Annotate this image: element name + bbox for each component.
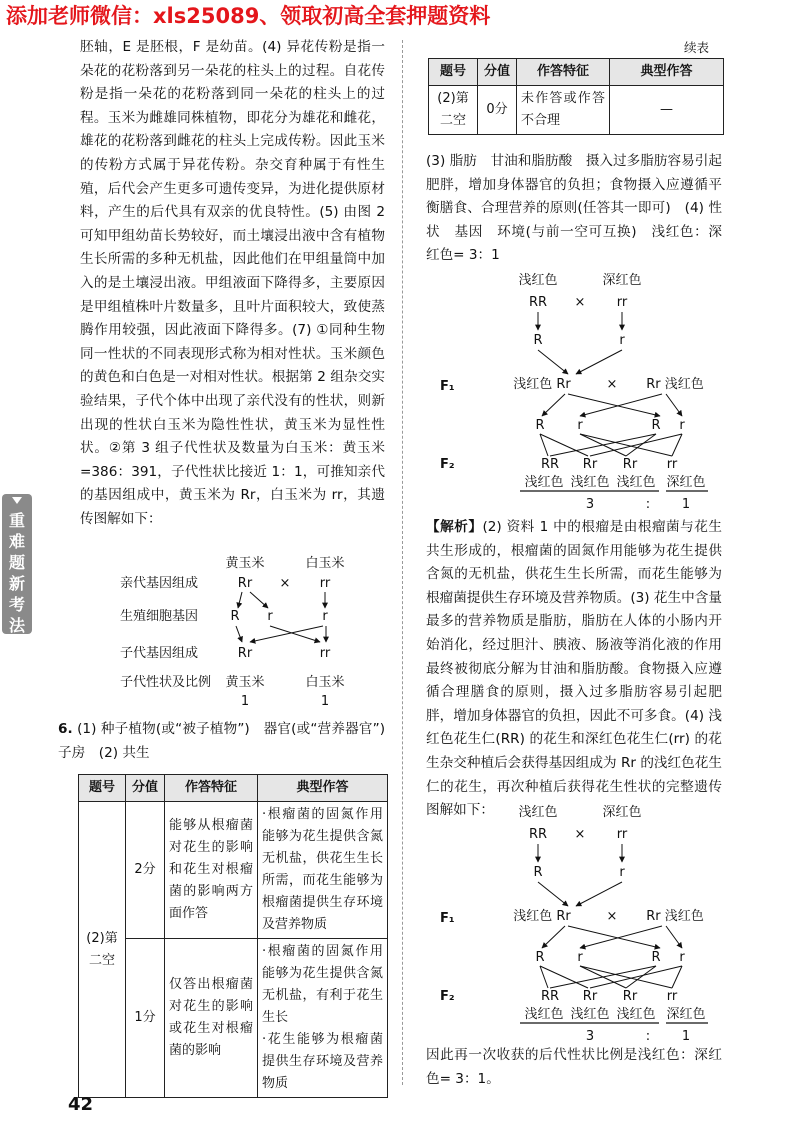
cross-symbol: × — [574, 295, 586, 310]
question-number: 6. — [58, 721, 73, 737]
f1-label: F₁ — [440, 379, 455, 394]
f1-left: 浅红色 Rr — [513, 909, 571, 924]
gamete-R: R — [533, 865, 543, 880]
table-row — [429, 86, 724, 135]
cross-symbol: × — [606, 377, 618, 392]
side-tab-label: 重难题新考法 — [9, 511, 26, 635]
table-row — [79, 802, 388, 939]
promo-banner: 添加老师微信：xls25089、领取初高全套押题资料 — [6, 4, 491, 28]
parent2-genotype: rr — [319, 576, 331, 591]
table-row — [79, 939, 388, 1098]
score-cell: 0分 — [478, 86, 517, 135]
answer-item: ·根瘤菌的固氮作用能够为花生提供含氮无机盐，有利于花生生长 — [262, 944, 383, 1025]
f2-phenotype: 浅红色 — [570, 1007, 610, 1022]
f2-phenotype: 浅红色 — [616, 475, 656, 490]
gamete-R: R — [533, 333, 543, 348]
arrow — [542, 926, 565, 948]
ratio-colon: : — [645, 497, 651, 512]
cross-symbol: × — [279, 576, 291, 591]
parent1-phenotype: 黄玉米 — [225, 556, 265, 571]
arrow — [666, 926, 682, 948]
question-6-text: (1) 种子植物(或“被子植物”) 器官(或“营养器官”) 子房 (2) 共生 — [58, 721, 399, 761]
f2-genotype: rr — [666, 989, 678, 1004]
answer-cell: ·根瘤菌的固氮作用能够为花生提供含氮无机盐，供花生生长所需，而花生能够为根瘤菌提供生存环境及营养物质 — [258, 802, 388, 939]
parent-genotype: RR — [528, 827, 548, 842]
row-label-parent-genotype: 亲代基因组成 — [120, 576, 199, 591]
column-divider — [402, 40, 403, 1085]
arrow — [538, 882, 568, 906]
analysis-text: (2) 资料 1 中的根瘤是由根瘤菌与花生共生形成的，根瘤菌的固氮作用能够为花生提供含氮的无机盐，供花生生长所需，而花生能够为根瘤菌提供生存环境及营养物质。(3) 花生中含量最多的营养物质是脂肪，脂肪在人体的小肠内开始消化，经过胆汁、胰液、肠液等消化液的作用最终被彻底分解为甘油和脂肪酸。食物摄入应遵循合理膳食的原则，摄入过多脂肪容易引起肥胖，增加身体器官的负担，因此不可多食。(4) 浅红色花生仁(RR) 的花生和深红色花生仁(rr) 的花生杂交种植后会获得基因组成为 Rr 的浅红色花生仁的花生，再次种植后获得花生性状的完整遗传图解如下： — [426, 519, 722, 819]
table-header: 典型作答 — [610, 59, 724, 86]
line — [672, 966, 682, 988]
arrow — [238, 592, 242, 608]
f2-label: F₂ — [440, 989, 455, 1004]
f2-genotype: Rr — [622, 457, 638, 472]
ratio-value: 1 — [240, 694, 250, 709]
arrow — [236, 626, 242, 642]
table-header: 分值 — [478, 59, 517, 86]
offspring-phenotype: 黄玉米 — [225, 675, 265, 690]
parent-genotype: RR — [528, 295, 548, 310]
f1-label: F₁ — [440, 911, 455, 926]
scoring-table — [78, 774, 388, 1098]
arrow — [580, 394, 662, 416]
side-tab — [2, 494, 32, 634]
question-number-cell: (2)第二空 — [79, 802, 126, 1098]
f2-label: F₂ — [440, 457, 455, 472]
line — [672, 434, 682, 456]
parent1-genotype: Rr — [237, 576, 253, 591]
line — [580, 434, 672, 456]
arrow — [538, 350, 568, 374]
gamete-r: r — [619, 865, 625, 880]
f2-phenotype: 浅红色 — [616, 1007, 656, 1022]
gamete-r: r — [322, 609, 328, 624]
peanut-genetic-diagram-1 — [440, 268, 730, 514]
f2-genotype: rr — [666, 457, 678, 472]
conclusion-paragraph: 因此再一次收获的后代性状比例是浅红色：深红色= 3：1。 — [426, 1047, 722, 1087]
gamete-R: R — [230, 609, 240, 624]
page-number: 42 — [68, 1094, 94, 1115]
arrow — [576, 882, 622, 906]
feature-cell: 未作答或作答不合理 — [517, 86, 610, 135]
arrow — [580, 926, 662, 948]
f2-phenotype: 深红色 — [666, 1007, 706, 1022]
gamete-r: r — [577, 950, 583, 965]
gamete-r: r — [619, 333, 625, 348]
answer-3-4-paragraph: (3) 脂肪 甘油和脂肪酸 摄入过多脂肪容易引起肥胖，增加身体器官的负担；食物摄入应遵循平衡膳食、合理营养的原则(任答其一即可) (4) 性状 基因 环境(与前一空可互换) 浅红色：深红色= 3：1 — [426, 153, 722, 264]
f2-genotype: Rr — [582, 989, 598, 1004]
f2-phenotype: 浅红色 — [524, 1007, 564, 1022]
answer-item: ·花生能够为根瘤菌提供生存环境及营养物质 — [262, 1032, 383, 1091]
line — [580, 966, 672, 988]
f1-left: 浅红色 Rr — [513, 377, 571, 392]
analysis-label: 【解析】 — [426, 519, 483, 535]
f1-right: Rr 浅红色 — [646, 377, 704, 392]
gamete-r: r — [577, 418, 583, 433]
f2-phenotype: 浅红色 — [524, 475, 564, 490]
table-header: 典型作答 — [258, 775, 388, 802]
parent-light-label: 浅红色 — [518, 805, 558, 820]
table-header: 题号 — [79, 775, 126, 802]
left-column-paragraph: 胚轴，E 是胚根，F 是幼苗。(4) 异花传粉是指一朵花的花粉落到另一朵花的柱头上的过程。自花传粉是指一朵花的花粉落到同一朵花的柱头上的过程。玉米为雌雄同株植物，即花分为雄花和雌花，雄花的花粉落到雌花的柱头上完成传粉。因此玉米的传粉方式属于异花传粉。杂交育种属于有性生殖，后代会产生更多可遗传变异，为进化提供原材料，产生的后代具有双亲的优良特性。(5) 由图 2 可知甲组幼苗长势较好，而土壤浸出液中含有植物生长所需的多种无机盐，因此他们在甲组量筒中加入的是土壤浸出液。甲组液面下降得多，主要原因是甲组植株叶片数量多，且叶片面积较大，致使蒸腾作用较强，因此液面下降得多。(7) ①同种生物同一性状的不同表现形式称为相对性状。玉米颜色的黄色和白色是一对相对性状。根据第 2 组杂交实验结果，子代个体中出现了亲代没有的性状，则新出现的性状白玉米为隐性性状，黄玉米为显性性状。②第 3 组子代性状及数量为白玉米：黄玉米=386：391，子代性状比接近 1：1，可推知亲代的基因组成中，黄玉米为 Rr，白玉米为 rr，其遗传图解如下： — [80, 39, 385, 527]
f2-genotype: RR — [540, 457, 560, 472]
score-cell: 2分 — [126, 802, 165, 939]
question-6-answer — [58, 718, 399, 765]
f2-genotype: Rr — [582, 457, 598, 472]
f2-genotype: Rr — [622, 989, 638, 1004]
gamete-r: r — [267, 609, 273, 624]
parent-dark-label: 深红色 — [602, 273, 642, 288]
parent-dark-label: 深红色 — [602, 805, 642, 820]
gamete-r: r — [679, 950, 685, 965]
table-header: 作答特征 — [517, 59, 610, 86]
scoring-table-continued — [428, 58, 724, 135]
ratio-value: 3 — [585, 497, 595, 512]
ratio-value: 1 — [681, 497, 691, 512]
offspring-phenotype: 白玉米 — [305, 675, 345, 690]
continued-label: 续表 — [684, 40, 710, 55]
parent-light-label: 浅红色 — [518, 273, 558, 288]
arrow — [250, 592, 268, 608]
question-number-cell: (2)第二空 — [429, 86, 478, 135]
arrow — [542, 394, 565, 416]
table-header: 作答特征 — [165, 775, 258, 802]
answer-cell: — — [610, 86, 724, 135]
cross-symbol: × — [606, 909, 618, 924]
peanut-genetic-diagram-2 — [440, 800, 730, 1046]
parent2-phenotype: 白玉米 — [305, 556, 345, 571]
table-header: 题号 — [429, 59, 478, 86]
gamete-R: R — [535, 950, 545, 965]
ratio-value: 1 — [681, 1029, 691, 1044]
row-label-offspring-genotype: 子代基因组成 — [120, 646, 199, 661]
analysis-paragraph — [426, 516, 722, 823]
gamete-r: r — [679, 418, 685, 433]
corn-genetic-diagram — [120, 550, 380, 710]
f2-genotype: RR — [540, 989, 560, 1004]
arrow — [568, 394, 660, 416]
f2-phenotype: 浅红色 — [570, 475, 610, 490]
arrow — [666, 394, 682, 416]
f1-right: Rr 浅红色 — [646, 909, 704, 924]
feature-cell: 能够从根瘤菌对花生的影响和花生对根瘤菌的影响两方面作答 — [165, 802, 258, 939]
answer-cell — [258, 939, 388, 1098]
f2-phenotype: 深红色 — [666, 475, 706, 490]
ratio-value: 3 — [585, 1029, 595, 1044]
score-cell: 1分 — [126, 939, 165, 1098]
offspring-genotype: Rr — [237, 646, 253, 661]
ratio-colon: : — [645, 1029, 651, 1044]
parent-genotype: rr — [616, 827, 628, 842]
offspring-genotype: rr — [319, 646, 331, 661]
row-label-offspring-phenotype: 子代性状及比例 — [120, 675, 212, 690]
row-label-gametes: 生殖细胞基因 — [120, 609, 199, 624]
gamete-R: R — [651, 950, 661, 965]
gamete-R: R — [651, 418, 661, 433]
parent-genotype: rr — [616, 295, 628, 310]
arrow — [576, 350, 622, 374]
arrow — [568, 926, 660, 948]
table-header: 分值 — [126, 775, 165, 802]
cross-symbol: × — [574, 827, 586, 842]
gamete-R: R — [535, 418, 545, 433]
ratio-value: 1 — [320, 694, 330, 709]
feature-cell: 仅答出根瘤菌对花生的影响或花生对根瘤菌的影响 — [165, 939, 258, 1098]
